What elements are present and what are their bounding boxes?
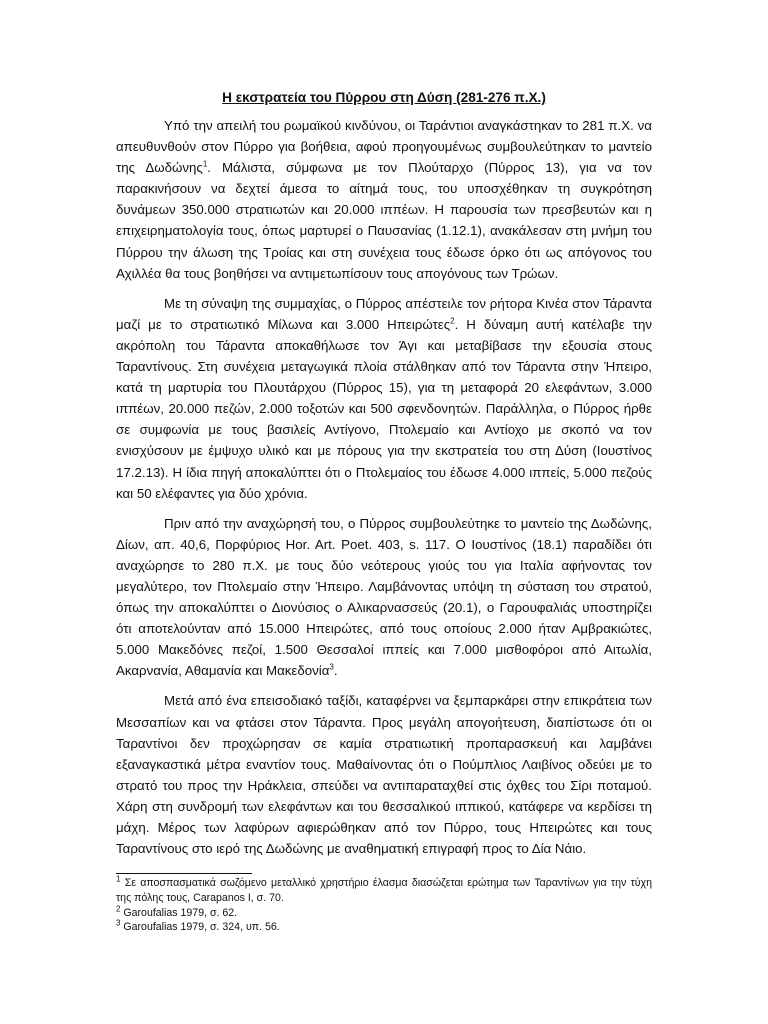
footnote-number-1: 1 bbox=[116, 874, 121, 884]
paragraph-4 bbox=[116, 690, 652, 859]
footnote-separator bbox=[116, 873, 252, 874]
footnote-number-3: 3 bbox=[116, 918, 121, 928]
paragraph-3 bbox=[116, 513, 652, 682]
footnote-ref-2: 2 bbox=[450, 316, 455, 326]
paragraph-2-text-b: . Η δύναμη αυτή κατέλαβε την ακρόπολη του Τάραντα αποκαθήλωσε τον Άγι και μεταβίβασε την εξουσία στους Ταραντίνους. Στη συνέχεια μεταγωγικά πλοία στάλθηκαν από τον Τάραντα στην Ήπειρο, κατά τη μαρτυρία του Πλουτάρχου (Πύρρος 15), για τη μεταφορά 20 ελεφάντων, 3.000 ιππέων, 20.000 πεζών, 2.000 τοξοτών και 500 σφενδονητών. Παράλληλα, ο Πύρρος ήρθε σε συμφωνία με τους βασιλείς Αντίγονο, Πτολεμαίο και Αντίοχο με σκοπό να τον ενισχύσουν με έμψυχο υλικό και με πόρους για την εκστρατεία του στη Δύση (Ιουστίνος 17.2.13). Η ίδια πηγή αποκαλύπτει ότι ο Πτολεμαίος του έδωσε 4.000 ιππείς, 5.000 πεζούς και 50 ελέφαντες για δύο χρόνια. bbox=[116, 316, 653, 501]
paragraph-3-text-a: Πριν από την αναχώρησή του, ο Πύρρος συμβουλεύτηκε το μαντείο της Δωδώνης, Δίων, απ. 40,6, Πορφύριος Hor. Art. Poet. 403, s. 117. Ο Ιουστίνος (18.1) παραδίδει ότι αναχώρησε το 280 π.Χ. με τους δύο νεότερους γιούς του για Ιταλία αφήνοντας τον μεγαλύτερο, τον Πτολεμαίο στην Ήπειρο. Λαμβάνοντας υπόψη τη σύσταση του στρατού, όπως την αποκαλύπτει ο Διονύσιος ο Αλικαρνασσεύς (20.1), ο Γαρουφαλιάς υποστηρίζει ότι αποτελούνταν από 15.000 Ηπειρώτες, από τους οποίους 2.000 ήταν Αμβρακιώτες, 5.000 Μακεδόνες πεζοί, 1.500 Θεσσαλοί ιππείς και 7.000 μισθοφόροι από Αιτωλία, Ακαρνανία, Αθαμανία και Μακεδονία bbox=[116, 515, 652, 679]
paragraph-1-text-b: . Μάλιστα, σύμφωνα με τον Πλούταρχο (Πύρρος 13), για να τον παρακινήσουν να δεχτεί άμεσα το αίτημά τους, του υποσχέθηκαν τη συγκρότηση δυνάμεων 350.000 στρατιωτών και 20.000 ιππέων. Η παρουσία των πρεσβευτών και η επιχειρηματολογία τους, όπως μαρτυρεί ο Παυσανίας (1.12.1), ανακάλεσαν στη μνήμη του Πύρρου την άλωση της Τροίας και στη συνέχεια τους έδωσε όρκο ότι ως απόγονος του Αχιλλέα θα τους βοηθήσει να αντιμετωπίσουν τους απογόνους των Τρώων. bbox=[116, 160, 652, 281]
paragraph-1 bbox=[116, 115, 652, 284]
footnote-number-2: 2 bbox=[116, 904, 121, 914]
paragraph-2-text-a: Με τη σύναψη της συμμαχίας, ο Πύρρος απέστειλε τον ρήτορα Κινέα στον Τάραντα μαζί με το στρατιωτικό Μίλωνα και 3.000 Ηπειρώτες bbox=[116, 295, 652, 332]
footnote-ref-3: 3 bbox=[329, 662, 334, 672]
footnote-3 bbox=[116, 920, 652, 935]
document-body bbox=[116, 115, 652, 868]
footnote-text-3: Garoufalias 1979, σ. 324, υπ. 56. bbox=[120, 921, 280, 934]
paragraph-3-text-b: . bbox=[333, 663, 338, 679]
footnote-text-1: Σε αποσπασματικά σωζόμενο μεταλλικό χρηστήριο έλασμα διασώζεται ερώτημα των Ταραντίνων για την τύχη της πόλης τους, Carapanos I, σ. 70. bbox=[116, 877, 652, 904]
footnote-text-2: Garoufalias 1979, σ. 62. bbox=[120, 906, 238, 919]
paragraph-2 bbox=[116, 293, 652, 504]
footnote-2 bbox=[116, 906, 652, 921]
footnote-1 bbox=[116, 876, 652, 906]
document-title: Η εκστρατεία του Πύρρου στη Δύση (281-276 π.Χ.) bbox=[222, 90, 546, 105]
paragraph-4-text: Μετά από ένα επεισοδιακό ταξίδι, καταφέρνει να ξεμπαρκάρει στην επικράτεια των Μεσσαπίων και να φτάσει στον Τάραντα. Προς μεγάλη απογοήτευση, διαπίστωσε ότι οι Ταραντίνοι δεν προχώρησαν σε καμία στρατιωτική προπαρασκευή και λαμβάνει εξαναγκαστικά μέτρα εναντίον τους. Μαθαίνοντας ότι ο Πούμπλιος Λαιβίνος οδεύει με το στρατό του προς την Ηράκλεια, σπεύδει να αντιπαραταχθεί στις όχθες του Σίρι ποταμού. Χάρη στη συνδρομή των ελεφάντων και του θεσσαλικού ιππικού, κατάφερε να κερδίσει τη μάχη. Μέρος των λαφύρων αφιερώθηκαν από τον Πύρρο, τους Ηπειρώτες και τους Ταραντίνους στο ιερό της Δωδώνης με αναθηματική επιγραφή προς το Δία Νάιο. bbox=[116, 693, 652, 857]
footnotes bbox=[116, 876, 652, 935]
footnote-ref-1: 1 bbox=[202, 159, 208, 169]
paragraph-1-text-a: Υπό την απειλή του ρωμαϊκού κινδύνου, οι Ταράντιοι αναγκάστηκαν το 281 π.Χ. να απευθυνθούν στον Πύρρο για βοήθεια, αφού προηγουμένως συμβουλεύτηκαν το μαντείο της Δωδώνης bbox=[116, 118, 652, 176]
